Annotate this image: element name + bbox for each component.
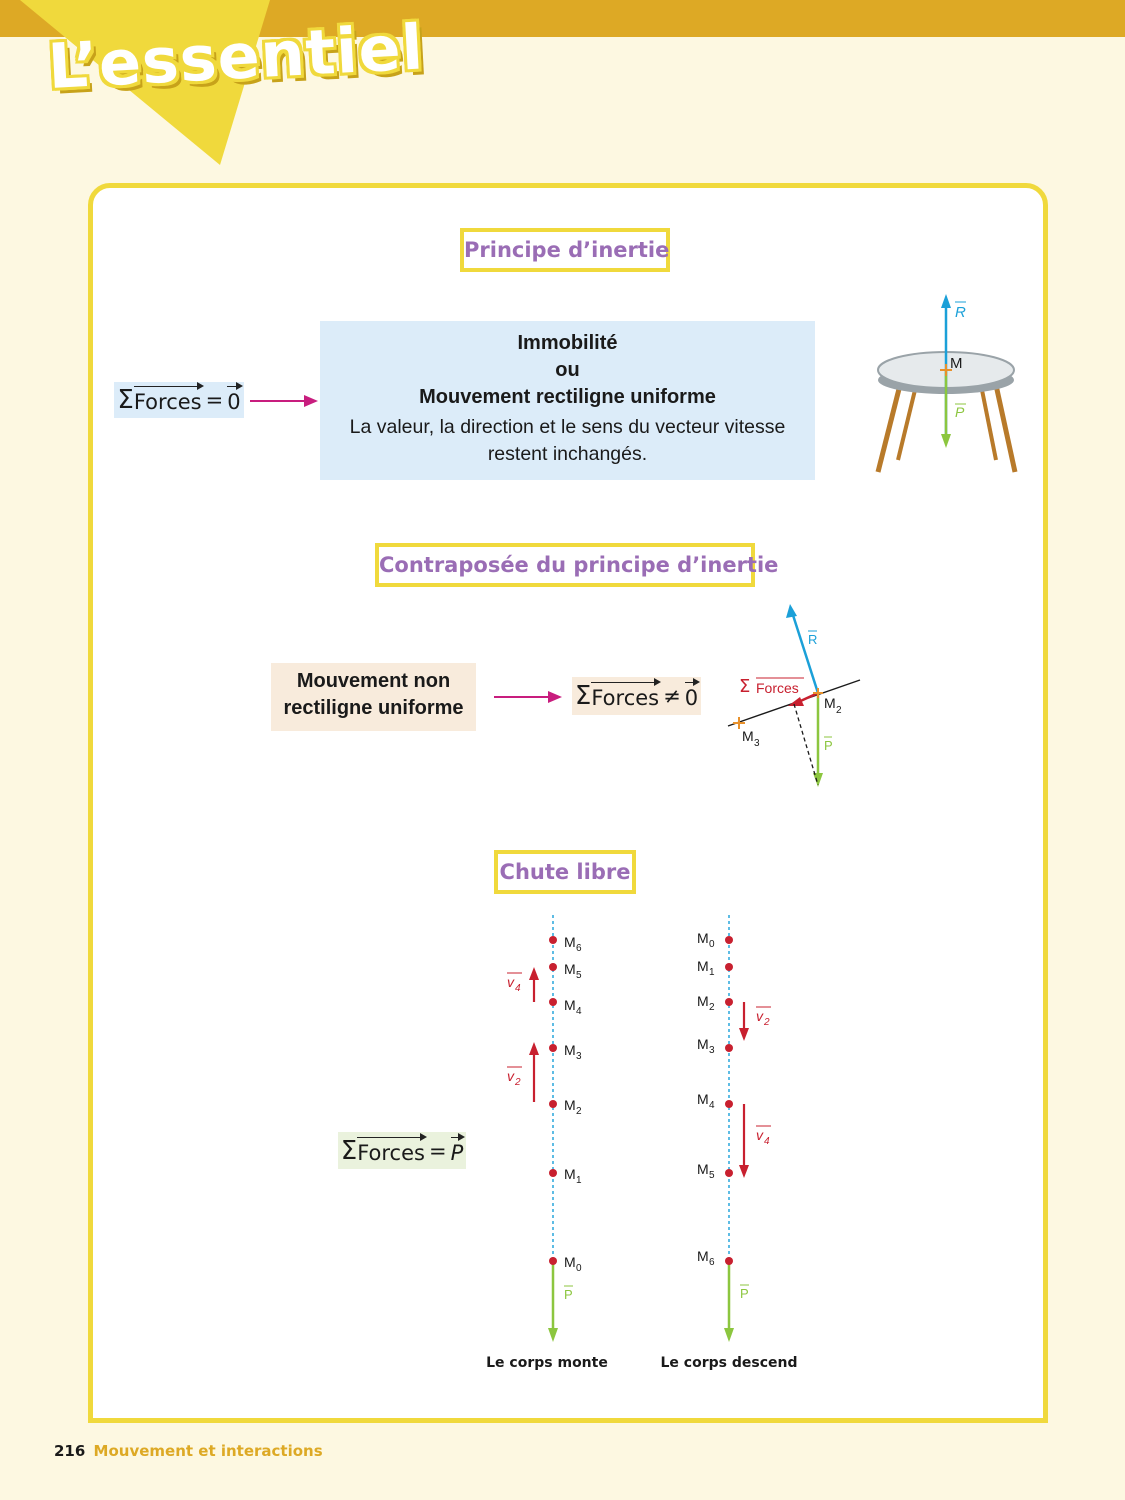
formula-sum-nonzero [572, 677, 701, 715]
left-point-label-6: M [564, 1254, 576, 1270]
label-R-contra: R [808, 632, 818, 647]
left-v-upper-sub: 4 [515, 983, 521, 994]
right-point-label-5: M [697, 1161, 709, 1177]
label-M2-contra-sub: 2 [836, 705, 842, 716]
table-figure [870, 290, 1030, 480]
left-point-sub-4: 2 [576, 1106, 582, 1117]
label-sum-forces: Forces [756, 680, 799, 696]
label-M3-contra: M [742, 728, 754, 744]
chapter-title: Mouvement et interactions [93, 1442, 323, 1460]
right-point-label-2: M [697, 993, 709, 1009]
contraposee-figure [720, 600, 870, 795]
label-M2-contra: M [824, 695, 836, 711]
zero-vector-2: 0 [685, 682, 698, 710]
left-point-label-3: M [564, 1042, 576, 1058]
label-P-table: P [955, 404, 965, 420]
right-point-sub-6: 6 [709, 1257, 715, 1268]
label-sum-forces-sigma: Σ [739, 676, 751, 697]
left-point-label-5: M [564, 1166, 576, 1182]
right-point-label-4: M [697, 1091, 709, 1107]
arrow-implies-1 [248, 392, 320, 410]
sigma-symbol-2: Σ [574, 681, 592, 711]
sigma-symbol-3: Σ [340, 1135, 358, 1166]
chute-libre-figure [480, 910, 820, 1380]
condition-line1: Mouvement non [296, 670, 451, 692]
right-v-upper-label: v [756, 1008, 763, 1024]
result-immobilite: Immobilité [517, 332, 618, 354]
caption-descend: Le corps descend [660, 1355, 798, 1371]
sigma-symbol: Σ [117, 385, 134, 415]
result-description: La valeur, la direction et le sens du vecteur vitesse restent inchangés. [349, 416, 786, 465]
formula-sum-P [338, 1132, 466, 1169]
right-v-lower-label: v [756, 1127, 763, 1143]
heading-contraposee: Contraposée du principe d’inertie [375, 543, 755, 587]
left-point-sub-5: 1 [576, 1175, 582, 1186]
P-vector: P [451, 1137, 464, 1165]
page-number: 216 [54, 1442, 86, 1460]
zero-vector: 0 [227, 386, 240, 414]
heading-chute-libre: Chute libre [494, 850, 636, 894]
caption-monte: Le corps monte [486, 1355, 608, 1371]
condition-box [271, 663, 476, 731]
equals-symbol-3: = [428, 1138, 447, 1163]
forces-vector-3: Forces [357, 1137, 425, 1165]
left-point-sub-1: 5 [576, 970, 582, 981]
right-point-label-3: M [697, 1036, 709, 1052]
right-p-label: P [740, 1286, 749, 1301]
forces-vector-2: Forces [591, 682, 659, 710]
heading-principe-inertie: Principe d’inertie [460, 228, 670, 272]
label-P-contra: P [824, 738, 833, 753]
condition-line2: rectiligne uniforme [283, 697, 464, 719]
left-point-label-0: M [564, 934, 576, 950]
left-v-lower-label: v [507, 1068, 514, 1084]
right-point-sub-0: 0 [709, 939, 715, 950]
result-mru: Mouvement rectiligne uniforme [419, 386, 716, 408]
right-point-sub-1: 1 [709, 967, 715, 978]
result-box [320, 321, 815, 480]
right-point-label-6: M [697, 1248, 709, 1264]
formula-sum-zero [114, 382, 244, 418]
right-point-sub-2: 2 [709, 1002, 715, 1013]
result-ou: ou [555, 359, 580, 381]
not-equal-symbol: ≠ [663, 684, 681, 708]
left-point-sub-6: 0 [576, 1263, 582, 1274]
arrow-implies-2 [492, 688, 564, 706]
right-point-sub-3: 3 [709, 1045, 715, 1056]
right-point-label-0: M [697, 930, 709, 946]
left-v-upper-label: v [507, 974, 514, 990]
label-M3-contra-sub: 3 [754, 738, 760, 749]
right-point-label-1: M [697, 958, 709, 974]
label-R-table: R [955, 304, 966, 321]
left-point-label-4: M [564, 1097, 576, 1113]
left-point-label-2: M [564, 997, 576, 1013]
left-v-lower-sub: 2 [515, 1077, 521, 1088]
equals-symbol: = [205, 388, 224, 412]
left-point-sub-0: 6 [576, 943, 582, 954]
left-point-sub-3: 3 [576, 1051, 582, 1062]
right-point-sub-4: 4 [709, 1100, 715, 1111]
label-M-table: M [950, 355, 963, 372]
right-v-upper-sub: 2 [764, 1017, 770, 1028]
left-p-label: P [564, 1287, 573, 1302]
page-footer [54, 1442, 323, 1460]
right-point-sub-5: 5 [709, 1170, 715, 1181]
left-point-label-1: M [564, 961, 576, 977]
right-v-lower-sub: 4 [764, 1136, 770, 1147]
forces-vector: Forces [134, 386, 202, 414]
left-point-sub-2: 4 [576, 1006, 582, 1017]
page-title: L’essentiel [46, 10, 426, 103]
